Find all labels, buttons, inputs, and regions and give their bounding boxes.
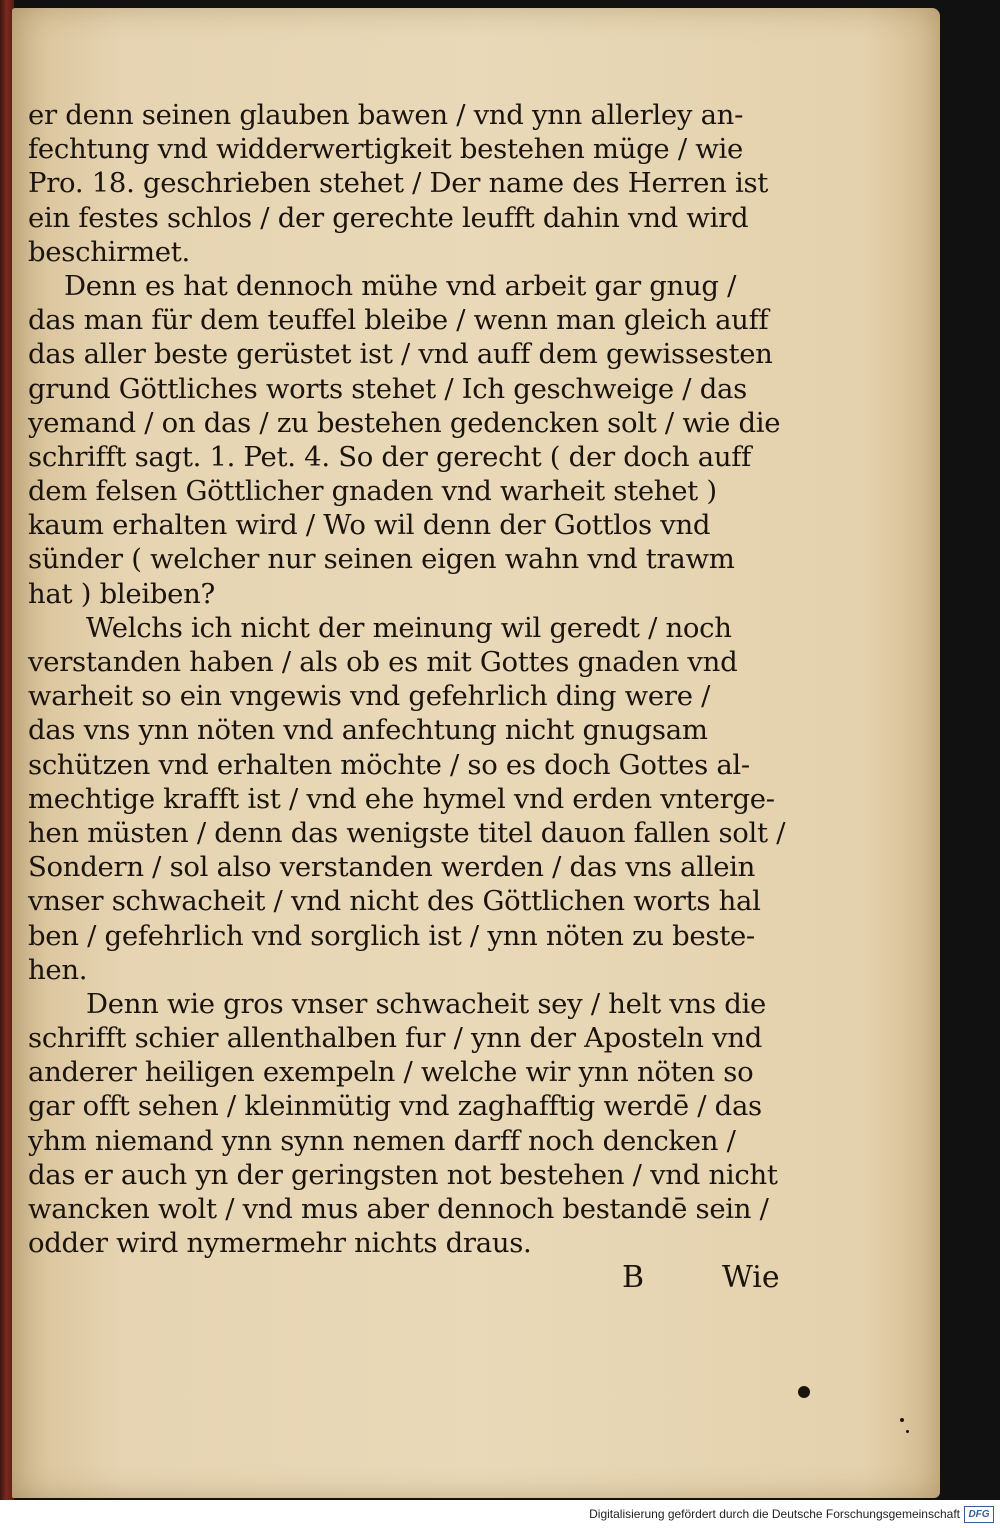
text-line: yemand / on das / zu bestehen gedencken solt / wie die	[28, 406, 781, 439]
signature-mark: B	[622, 1260, 645, 1295]
text-line: anderer heiligen exempeln / welche wir ynn nöten so	[28, 1056, 754, 1089]
footer-credit: Digitalisierung gefördert durch die Deutsche Forschungsgemeinschaft	[589, 1507, 960, 1521]
footer-bar	[0, 1500, 1000, 1528]
text-line: gar offt sehen / kleinmütig vnd zaghafftig werdē / das	[28, 1090, 762, 1123]
text-line: yhm niemand ynn synn nemen darff noch dencken /	[28, 1124, 736, 1157]
ink-speck	[906, 1430, 909, 1433]
text-line: Denn es hat dennoch mühe vnd arbeit gar gnug /	[64, 269, 737, 302]
signature-area	[600, 1260, 800, 1300]
text-line: hen.	[28, 953, 88, 986]
text-line: schrifft schier allenthalben fur / ynn der Aposteln vnd	[28, 1022, 763, 1055]
text-line: das aller beste gerüstet ist / vnd auff dem gewissesten	[28, 338, 773, 371]
text-line: warheit so ein vngewis vnd gefehrlich ding were /	[28, 680, 711, 713]
text-line: er denn seinen glauben bawen / vnd ynn allerley an-	[28, 99, 744, 131]
text-line: grund Göttliches worts stehet / Ich geschweige / das	[28, 372, 747, 405]
text-line: das vns ynn nöten vnd anfechtung nicht gnugsam	[28, 714, 708, 747]
text-line: Pro. 18. geschrieben stehet / Der name des Herren ist	[28, 167, 769, 200]
text-line: kaum erhalten wird / Wo wil denn der Gottlos vnd	[28, 509, 711, 542]
text-line: verstanden haben / als ob es mit Gottes gnaden vnd	[28, 646, 738, 678]
text-line: vnser schwacheit / vnd nicht des Göttlichen worts hal	[28, 885, 761, 918]
text-line: sünder ( welcher nur seinen eigen wahn vnd trawm	[28, 543, 735, 576]
page-text	[28, 98, 798, 1260]
text-line: mechtige krafft ist / vnd ehe hymel vnd erden vnterge-	[28, 782, 775, 815]
text-line: schützen vnd erhalten möchte / so es doch Gottes al-	[28, 748, 750, 781]
text-line: hen müsten / denn das wenigste titel dauon fallen solt /	[28, 816, 786, 849]
text-line: wancken wolt / vnd mus aber dennoch bestandē sein /	[28, 1193, 769, 1225]
text-line: Welchs ich nicht der meinung wil geredt / noch	[86, 611, 732, 644]
ink-dot	[798, 1386, 810, 1398]
text-line: das man für dem teuffel bleibe / wenn man gleich auff	[28, 304, 769, 337]
text-line: Sondern / sol also verstanden werden / das vns allein	[28, 851, 756, 884]
text-line: hat ) bleiben?	[28, 577, 215, 610]
ink-speck	[900, 1418, 904, 1422]
text-line: fechtung vnd widderwertigkeit bestehen müge / wie	[28, 133, 743, 166]
text-line: das er auch yn der geringsten not bestehen / vnd nicht	[28, 1158, 778, 1191]
text-line: beschirmet.	[28, 235, 190, 268]
dfg-logo-icon: DFG	[964, 1506, 994, 1523]
catchword: Wie	[722, 1260, 780, 1295]
text-line: Denn wie gros vnser schwacheit sey / helt vns die	[86, 987, 766, 1020]
text-line: ben / gefehrlich vnd sorglich ist / ynn nöten zu beste-	[28, 919, 755, 952]
text-line: odder wird nymermehr nichts draus.	[28, 1227, 532, 1260]
text-line: dem felsen Göttlicher gnaden vnd warheit stehet )	[28, 475, 717, 508]
text-line: ein festes schlos / der gerechte leufft dahin vnd wird	[28, 201, 749, 234]
text-line: schrifft sagt. 1. Pet. 4. So der gerecht ( der doch auff	[28, 440, 752, 473]
